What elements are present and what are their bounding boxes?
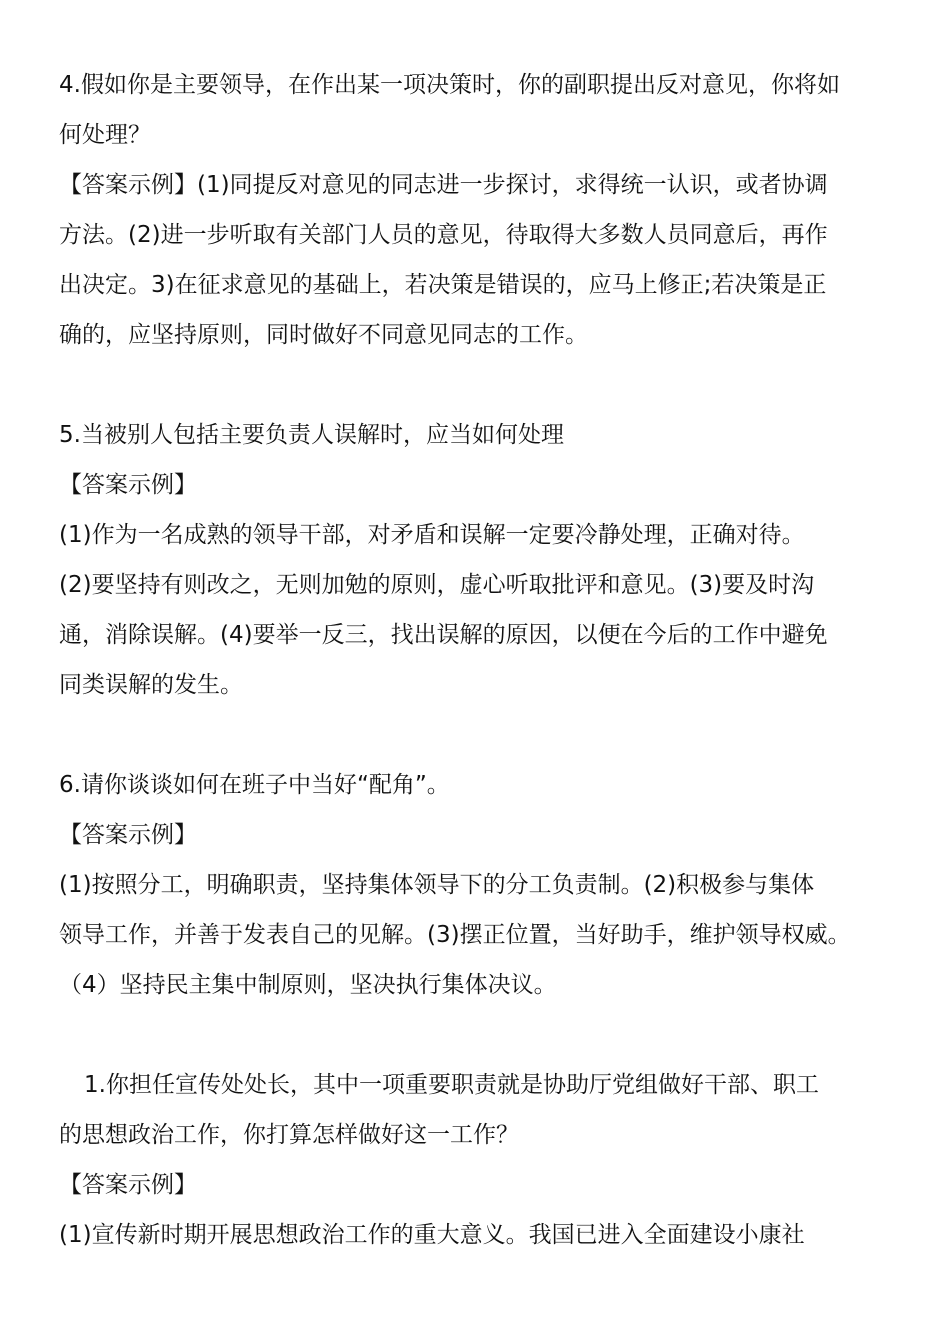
- answer-6-line-2: 领导工作，并善于发表自己的见解。(3)摆正位置，当好助手，维护领导权威。: [59, 922, 851, 948]
- question-4-line-1: 4.假如你是主要领导，在作出某一项决策时，你的副职提出反对意见，你将如: [59, 72, 840, 98]
- answer-4-line-1: 【答案示例】(1)同提反对意见的同志进一步探讨，求得统一认识，或者协调: [59, 172, 828, 198]
- question-1-line-2: 的思想政治工作，你打算怎样做好这一工作？: [59, 1122, 519, 1148]
- answer-1-line-1: (1)宣传新时期开展思想政治工作的重大意义。我国已进入全面建设小康社: [59, 1222, 805, 1248]
- answer-4-line-2: 方法。(2)进一步听取有关部门人员的意见，待取得大多数人员同意后，再作: [59, 222, 828, 248]
- question-5-line-1: 5.当被别人包括主要负责人误解时，应当如何处理: [59, 422, 564, 448]
- answer-1-heading: 【答案示例】: [59, 1172, 197, 1198]
- answer-5-line-3: 通，消除误解。(4)要举一反三，找出误解的原因，以便在今后的工作中避免: [59, 622, 828, 648]
- question-1-line-1: 1.你担任宣传处处长，其中一项重要职责就是协助厅党组做好干部、职工: [84, 1072, 819, 1098]
- answer-4-line-4: 确的，应坚持原则，同时做好不同意见同志的工作。: [59, 322, 588, 348]
- question-4-line-2: 何处理？: [59, 122, 151, 148]
- answer-6-line-1: (1)按照分工，明确职责，坚持集体领导下的分工负责制。(2)积极参与集体: [59, 872, 815, 898]
- answer-5-line-4: 同类误解的发生。: [59, 672, 243, 698]
- question-6-line-1: 6.请你谈谈如何在班子中当好“配角”。: [59, 772, 450, 798]
- answer-5-line-2: (2)要坚持有则改之，无则加勉的原则，虚心听取批评和意见。(3)要及时沟: [59, 572, 815, 598]
- answer-4-line-3: 出决定。3)在征求意见的基础上，若决策是错误的，应马上修正;若决策是正: [59, 272, 827, 298]
- answer-6-heading: 【答案示例】: [59, 822, 197, 848]
- answer-6-line-3: （4）坚持民主集中制原则，坚决执行集体决议。: [59, 972, 557, 998]
- answer-5-heading: 【答案示例】: [59, 472, 197, 498]
- answer-5-line-1: (1)作为一名成熟的领导干部，对矛盾和误解一定要冷静处理，正确对待。: [59, 522, 805, 548]
